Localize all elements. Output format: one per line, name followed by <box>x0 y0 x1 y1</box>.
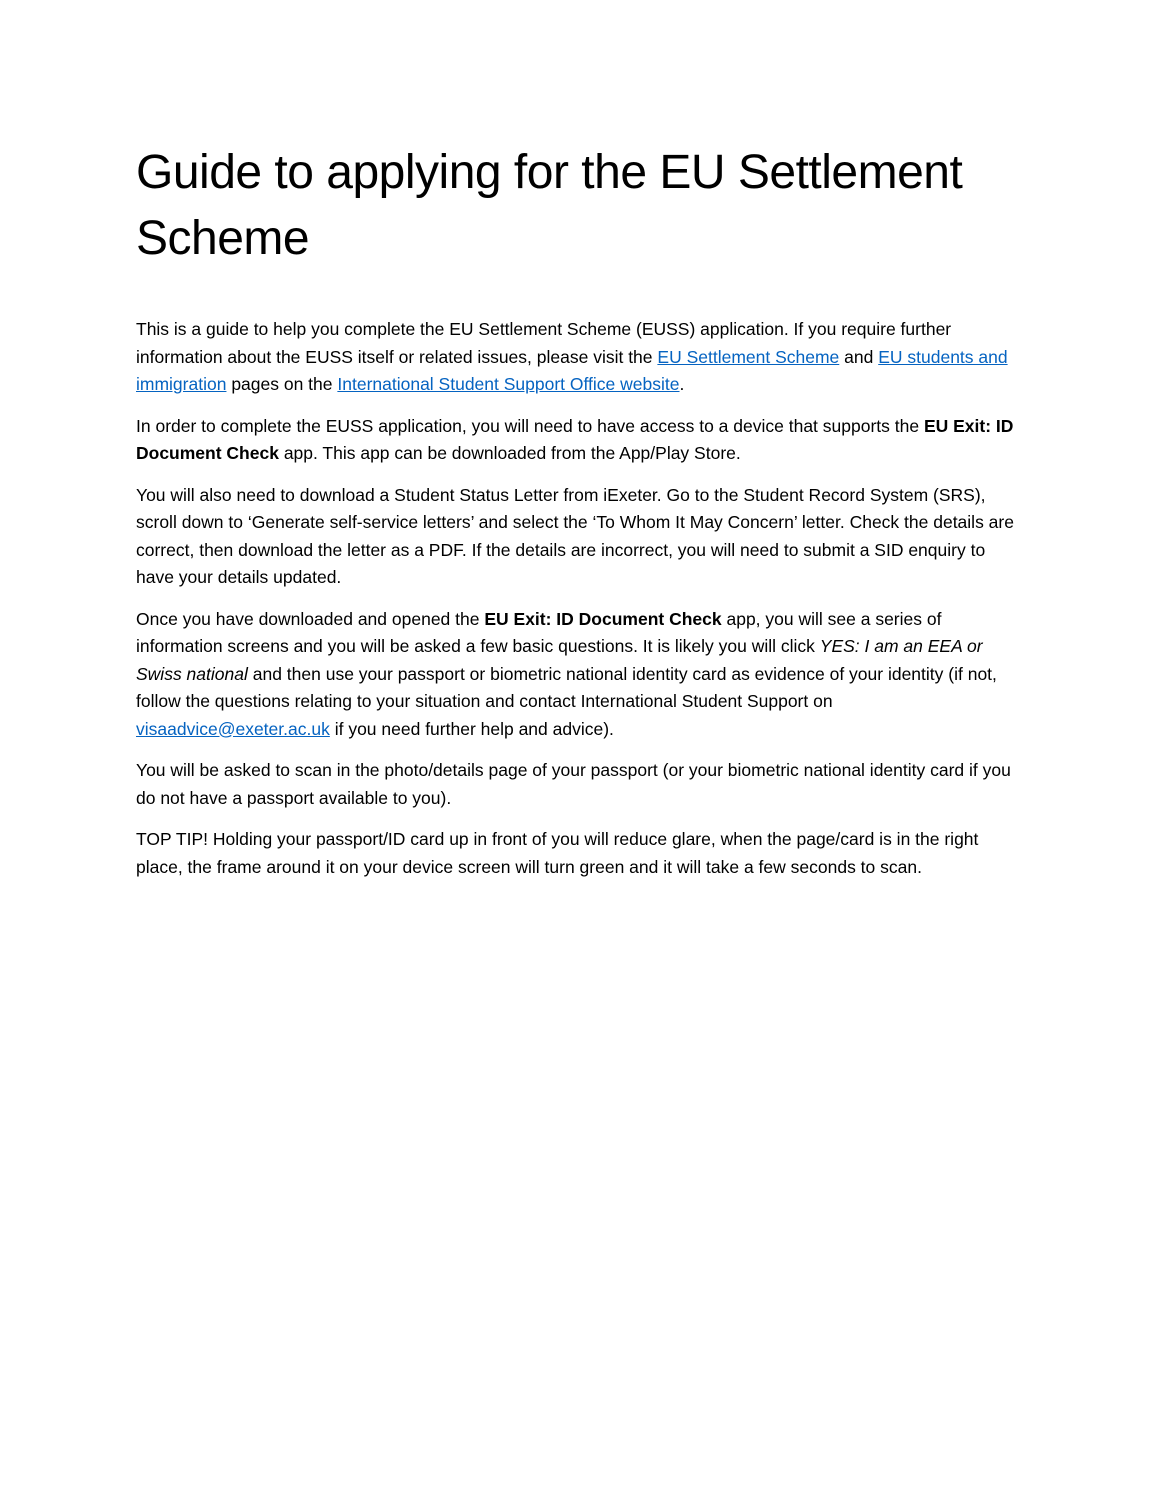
intro-text-3: pages on the <box>226 374 338 394</box>
app-name-bold-2: EU Exit: ID Document Check <box>484 608 722 629</box>
document-page <box>136 140 1026 895</box>
app-usage-text-1: Once you have downloaded and opened the <box>136 608 485 629</box>
intro-text-2: and <box>839 346 879 367</box>
eu-students-immigration-link[interactable]: EU students and immigration <box>136 346 1008 394</box>
app-usage-text-2: app, you will see a series of information screens and you will be asked a few basic questions. It is likely you will click <box>136 608 942 656</box>
app-usage-text-4: if you need further help and advice). <box>329 718 614 739</box>
eea-option-italic: YES: I am an EEA or Swiss national <box>136 636 983 684</box>
app-usage-paragraph <box>136 606 1026 744</box>
intro-text-1: This is a guide to help you complete the EU Settlement Scheme (EUSS) application. If you require further information about the EUSS itself or related issues, please visit the <box>136 319 952 367</box>
page-title: Guide to applying for the EU Settlement Scheme <box>136 146 963 265</box>
status-letter-paragraph: You will also need to download a Student Status Letter from iExeter. Go to the Student Record System (SRS), scroll down to ‘Generate self-service letters’ and select the ‘To Whom It May Concern’ letter. Check the details are correct, then download the letter as a PDF. If the details are incorrect, you will need to submit a SID enquiry to have your details updated. <box>136 484 1014 587</box>
device-text-2: app. This app can be downloaded from the App/Play Store. <box>278 443 741 463</box>
app-name-bold: EU Exit: ID Document Check <box>136 415 1014 463</box>
app-usage-text-3: and then use your passport or biometric national identity card as evidence of your identity (if not, follow the questions relating to your situation and contact International Student Support on <box>136 663 997 711</box>
isso-website-link[interactable]: International Student Support Office website <box>337 374 680 394</box>
intro-text-4: . <box>679 374 685 394</box>
device-requirement-paragraph <box>136 413 1026 468</box>
intro-paragraph <box>136 316 1026 399</box>
device-text-1: In order to complete the EUSS application, you will need to have access to a device that supports the <box>136 415 924 436</box>
visa-advice-email-link[interactable]: visaadvice@exeter.ac.uk <box>136 718 330 739</box>
top-tip-paragraph: TOP TIP! Holding your passport/ID card up in front of you will reduce glare, when the page/card is in the right place, the frame around it on your device screen will turn green and it will take a few seconds to scan. <box>136 829 979 877</box>
eu-settlement-scheme-link[interactable]: EU Settlement Scheme <box>657 346 840 367</box>
scan-paragraph: You will be asked to scan in the photo/details page of your passport (or your biometric national identity card if you do not have a passport available to you). <box>136 760 1011 808</box>
document-body <box>136 316 1026 881</box>
